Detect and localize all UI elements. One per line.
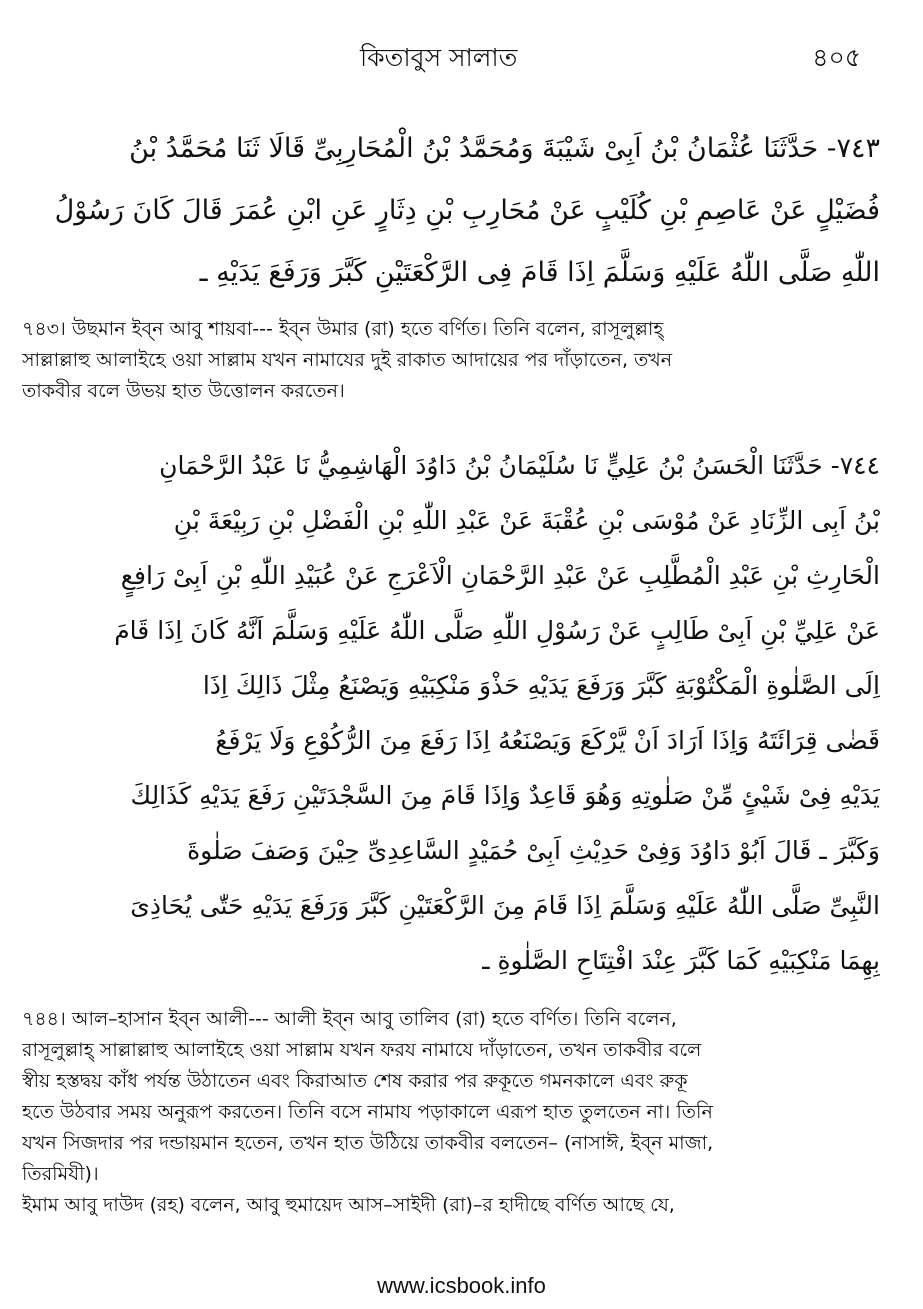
- arabic-line: النَّبِىِّ صَلَّى اللّٰهُ عَلَيْهِ وَسَلَّمَ اِذَا قَامَ مِنَ الرَّكْعَتَيْنِ كَبَّرَ وَرَفَعَ يَدَيْهِ حَتّٰى يُحَاذِىَ: [130, 891, 880, 920]
- arabic-line: يَدَيْهِ فِىْ شَيْئٍ مِّنْ صَلٰوتِهِ وَهُوَ قَاعِدٌ وَاِذَا قَامَ مِنَ السَّجْدَتَيْنِ رَفَعَ يَدَيْهِ كَذَالِكَ: [130, 781, 880, 810]
- arabic-line: ٧٤٣- حَدَّثَنَا عُثْمَانُ بْنُ اَبِىْ شَيْبَةَ وَمُحَمَّدُ بْنُ الْمُحَارِبِىِّ قَالَا ثَنَا مُحَمَّدُ بْنُ: [129, 133, 880, 164]
- bangla-line: তাকবীর বলে উভয় হাত উত্তোলন করতেন।: [22, 380, 345, 402]
- arabic-line: بْنُ اَبِى الزِّنَادِ عَنْ مُوْسَى بْنِ عُقْبَةَ عَنْ عَبْدِ اللّٰهِ بْنِ الْفَضْلِ بْنِ رَبِيْعَةَ بْنِ: [173, 506, 880, 535]
- page-header: [0, 38, 923, 78]
- arabic-line: عَنْ عَلِيِّ بْنِ اَبِىْ طَالِبٍ عَنْ رَسُوْلِ اللّٰهِ صَلَّى اللّٰهُ عَلَيْهِ وَسَلَّمَ اَنَّهُ كَانَ اِذَا قَامَ: [114, 616, 880, 645]
- bangla-line: রাসূলুল্লাহ্ সাল্লাল্লাহু আলাইহে ওয়া সাল্লাম যখন ফরয নামাযে দাঁড়াতেন, তখন তাকবীর বলে: [22, 1039, 702, 1061]
- arabic-line: بِهِمَا مَنْكِبَيْهِ كَمَا كَبَّرَ عِنْدَ افْتِتَاحِ الصَّلٰوةِ ـ: [482, 946, 880, 975]
- hadith-744-arabic: [40, 438, 880, 988]
- bangla-line: ৭৪৪। আল–হাসান ইব্‌ন আলী--- আলী ইব্‌ন আবু তালিব (রা) হতে বর্ণিত। তিনি বলেন,: [22, 1008, 677, 1030]
- arabic-line: فُضَيْلٍ عَنْ عَاصِمِ بْنِ كُلَيْبٍ عَنْ مُحَارِبِ بْنِ دِثَارٍ عَنِ ابْنِ عُمَرَ قَالَ كَانَ رَسُوْلُ: [54, 195, 880, 226]
- arabic-line: اللّٰهِ صَلَّى اللّٰهُ عَلَيْهِ وَسَلَّمَ اِذَا قَامَ فِى الرَّكْعَتَيْنِ كَبَّرَ وَرَفَعَ يَدَيْهِ ـ: [199, 257, 880, 288]
- arabic-line: اِلَى الصَّلٰوةِ الْمَكْتُوْبَةِ كَبَّرَ وَرَفَعَ يَدَيْهِ حَذْوَ مَنْكِبَيْهِ وَيَصْنَعُ مِثْلَ ذَالِكَ اِذَا: [202, 671, 880, 700]
- page-number: ৪০৫: [812, 43, 861, 72]
- hadith-743-bangla: [22, 314, 882, 407]
- bangla-line: স্বীয় হস্তদ্বয় কাঁধ পর্যন্ত উঠাতেন এবং কিরাআত শেষ করার পর রুকূতে গমনকালে এবং রুকূ: [22, 1070, 688, 1092]
- bangla-line: ইমাম আবু দাউদ (রহ) বলেন, আবু হুমায়েদ আস–সাইদী (রা)–র হাদীছে বর্ণিত আছে যে,: [22, 1194, 675, 1216]
- bangla-line: হতে উঠবার সময় অনুরূপ করতেন। তিনি বসে নামায পড়াকালে এরূপ হাত তুলতেন না। তিনি: [22, 1101, 713, 1123]
- bangla-line: তিরমিযী)।: [22, 1163, 99, 1185]
- chapter-title: কিতাবুস সালাত: [360, 43, 518, 72]
- bangla-line: যখন সিজদার পর দন্ডায়মান হতেন, তখন হাত উঠিয়ে তাকবীর বলতেন– (নাসাঈ, ইব্‌ন মাজা,: [22, 1132, 714, 1154]
- footer-url: www.icsbook.info: [377, 1273, 546, 1298]
- arabic-line: الْحَارِثِ بْنِ عَبْدِ الْمُطَّلِبِ عَنْ عَبْدِ الرَّحْمَانِ الْاَعْرَجِ عَنْ عُبَيْدِ اللّٰهِ بْنِ اَبِىْ رَافِعٍ: [120, 561, 880, 590]
- hadith-743-arabic: [40, 118, 880, 304]
- bangla-line: সাল্লাল্লাহু আলাইহে ওয়া সাল্লাম যখন নামাযের দুই রাকাত আদায়ের পর দাঁড়াতেন, তখন: [22, 349, 673, 371]
- arabic-line: وَكَبَّرَ ـ قَالَ اَبُوْ دَاوُدَ وَفِىْ حَدِيْثِ اَبِىْ حُمَيْدٍ السَّاعِدِىِّ حِيْنَ وَصَفَ صَلٰوةَ: [187, 836, 880, 865]
- arabic-line: قَضٰى قِرَائَتَهُ وَاِذَا اَرَادَ اَنْ يَّرْكَعَ وَيَصْنَعُهُ اِذَا رَفَعَ مِنَ الرُّكُوْعِ وَلَا يَرْفَعُ: [215, 726, 880, 755]
- hadith-744-bangla: [22, 1004, 882, 1221]
- arabic-line: ٧٤٤- حَدَّثَنَا الْحَسَنُ بْنُ عَلِيٍّ نَا سُلَيْمَانُ بْنُ دَاوُدَ الْهَاشِمِيُّ نَا عَبْدُ الرَّحْمَانِ: [159, 451, 880, 480]
- bangla-line: ৭৪৩। উছমান ইব্‌ন আবু শায়বা--- ইব্‌ন উমার (রা) হতে বর্ণিত। তিনি বলেন, রাসূলুল্লাহ্: [22, 318, 664, 340]
